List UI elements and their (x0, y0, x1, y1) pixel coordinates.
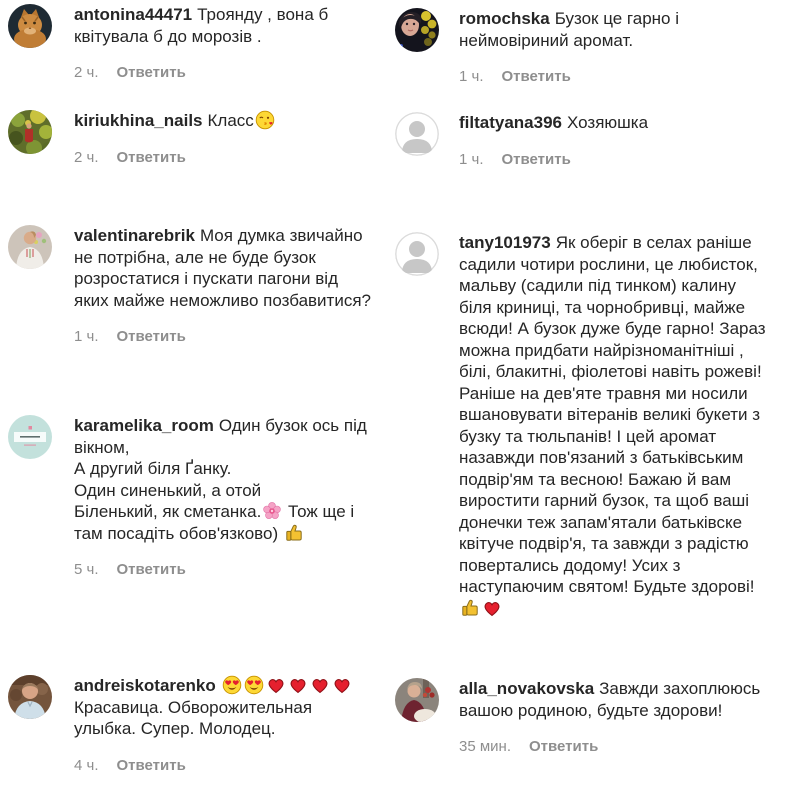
comment-item (395, 112, 771, 170)
comment-timestamp: 4 ч. (74, 756, 99, 774)
comment-timestamp: 35 мин. (459, 738, 511, 755)
comment-content (459, 112, 771, 170)
comments-column-right (393, 0, 786, 788)
reply-button[interactable]: Ответить (116, 561, 186, 578)
embroidery-photo-avatar[interactable] (8, 225, 52, 269)
comment-content (74, 110, 376, 168)
comment-text: Як оберіг в селах раніше садили чотири рослини, це любисток, мальву (садили під тинком) калину біля криниці, та чорнобривці, майже всюди! А бузок дуже буде гарно! Зараз можна придбати найрізноманітніші , білі, блакитні, фіолетові навіть рожеві! Раніше на дев'яте травня ми носили вшановувати вітеранів великі букети з бузку та тюльпанів! І цей аромат назавжди пов'язаний з батьківським подвір'ям та весною! Бажаю й вам виростити гарний бузок, та щоб ваші донечки теж запам'ятали батьківске квітуче подвір'я, та завжди з радістю повертались додому! Усих з наступаючим святом! Будьте здорові! (459, 233, 770, 618)
comment-timestamp: 1 ч. (459, 150, 484, 168)
comment-content (459, 678, 771, 757)
comment-item (8, 110, 376, 168)
reply-button[interactable]: Ответить (116, 64, 186, 81)
comment-timestamp: 1 ч. (74, 328, 99, 345)
autumn-photo-avatar[interactable] (8, 110, 52, 154)
default-avatar[interactable] (395, 112, 439, 156)
heart-eyes-emoji (244, 675, 264, 695)
comment-username[interactable]: tany101973 (459, 233, 551, 252)
heart-eyes-emoji (222, 675, 242, 695)
comment-content (459, 8, 771, 87)
red-heart-emoji (482, 598, 502, 618)
comment-content (74, 4, 376, 83)
comment-content (74, 675, 376, 776)
comment-meta (74, 560, 376, 580)
comment-meta (74, 327, 376, 347)
comment-text: Один бузок ось під вікном, А другий біля Ґанку. Один синенький, а отой Біленький, як сметанка. Тож ще і там посадіть обов'язково) (74, 416, 367, 543)
comment-username[interactable]: antonina44471 (74, 5, 193, 24)
comment-timestamp: 2 ч. (74, 64, 99, 81)
comment-item (395, 8, 771, 87)
thumbs-up-emoji (460, 598, 480, 618)
comment-username[interactable]: romochska (459, 9, 550, 28)
comment-meta (459, 150, 771, 170)
comment-item (8, 225, 376, 347)
comment-text: Бузок це гарно і неймовіриний аромат. (459, 9, 684, 50)
default-avatar[interactable] (395, 232, 439, 276)
woman2-photo-avatar[interactable] (395, 678, 439, 722)
red-heart-emoji (266, 675, 286, 695)
comment-timestamp: 2 ч. (74, 148, 99, 166)
comment-item (395, 232, 771, 619)
comment-item (8, 415, 376, 580)
comment-item (8, 4, 376, 83)
comment-username[interactable]: alla_novakovska (459, 679, 595, 698)
comment-username[interactable]: filtatyana396 (459, 113, 562, 132)
comment-username[interactable]: andreiskotarenko (74, 676, 216, 695)
comment-meta (459, 737, 771, 757)
comment-text: Хозяюшка (567, 113, 649, 132)
comment-text: Моя думка звичайно не потрібна, але не буде бузок розростатися і пускати пагони від яких майже неможливо позбавитися? (74, 226, 371, 310)
comment-meta (74, 148, 376, 168)
comment-username[interactable]: karamelika_room (74, 416, 214, 435)
cat-photo-avatar[interactable] (8, 4, 52, 48)
comment-username[interactable]: kiriukhina_nails (74, 111, 203, 130)
woman-photo-avatar[interactable] (395, 8, 439, 52)
comment-text: Троянду , вона б квітувала б до морозів . (74, 5, 333, 46)
comment-text: Завжди захоплююсь вашою родиною, будьте здорови! (459, 679, 765, 720)
comment-timestamp: 1 ч. (459, 68, 484, 85)
comment-timestamp: 5 ч. (74, 561, 99, 578)
comment-meta (74, 63, 376, 83)
reply-button[interactable]: Ответить (501, 150, 571, 168)
comment-item (395, 678, 771, 757)
reply-button[interactable]: Ответить (529, 738, 599, 755)
man-photo-avatar[interactable] (8, 675, 52, 719)
comment-meta (459, 67, 771, 87)
comment-content (459, 232, 771, 619)
comment-content (74, 415, 376, 580)
reply-button[interactable]: Ответить (116, 756, 186, 774)
reply-button[interactable]: Ответить (116, 328, 186, 345)
red-heart-emoji (310, 675, 330, 695)
comment-text: Красавица. Обворожительная улыбка. Супер. Молодец. (74, 676, 353, 738)
comment-text: Класс (208, 111, 276, 130)
thumbs-up-emoji (284, 523, 304, 543)
reply-button[interactable]: Ответить (116, 148, 186, 166)
mint-logo-avatar[interactable] (8, 415, 52, 459)
reply-button[interactable]: Ответить (501, 68, 571, 85)
red-heart-emoji (288, 675, 308, 695)
comment-meta (74, 756, 376, 776)
cherry-blossom-emoji (262, 501, 282, 521)
comment-item (8, 675, 376, 776)
red-heart-emoji (332, 675, 352, 695)
comment-username[interactable]: valentinarebrik (74, 226, 195, 245)
kiss-emoji (255, 110, 275, 130)
comment-content (74, 225, 376, 347)
